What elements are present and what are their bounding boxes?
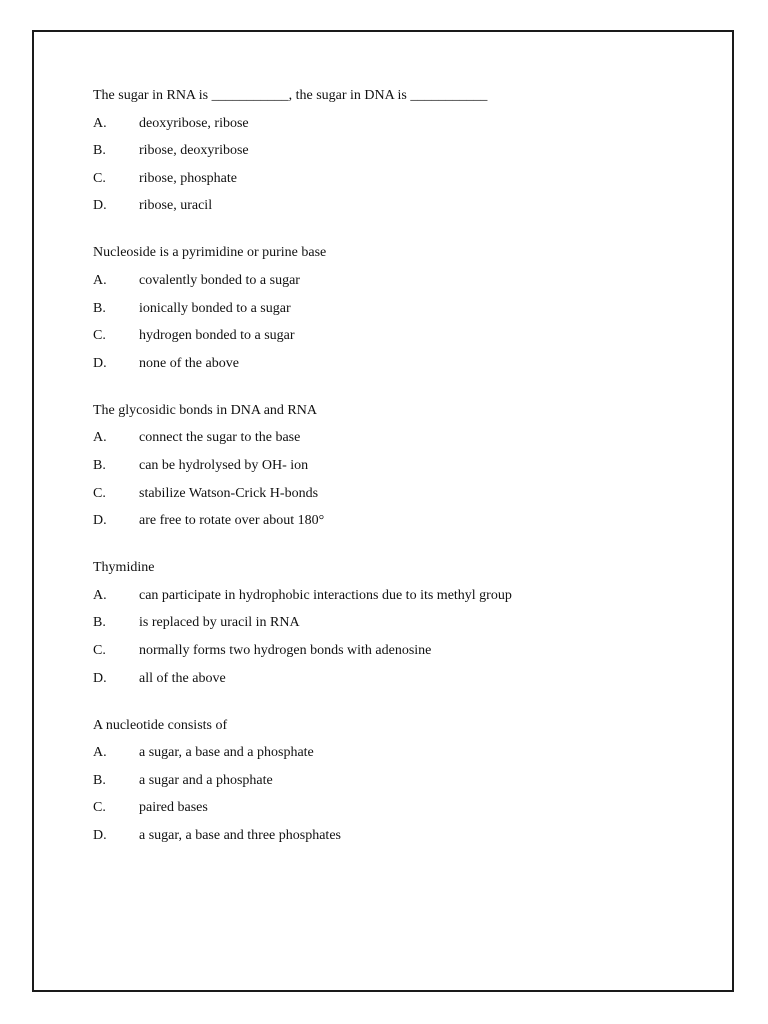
option-d <box>93 354 713 374</box>
option-b <box>93 299 713 319</box>
option-letter: B. <box>93 615 106 631</box>
option-b <box>93 141 713 161</box>
option-text: all of the above <box>139 670 226 686</box>
option-c <box>93 798 713 818</box>
option-letter: B. <box>93 143 106 159</box>
option-d <box>93 826 713 846</box>
option-text: a sugar and a phosphate <box>139 772 273 788</box>
question-1 <box>93 86 713 216</box>
question-2 <box>93 243 713 373</box>
question-stem: The glycosidic bonds in DNA and RNA <box>93 402 317 418</box>
option-letter: A. <box>93 272 107 288</box>
option-text: are free to rotate over about 180° <box>139 513 325 529</box>
option-text: can be hydrolysed by OH- ion <box>139 457 309 473</box>
option-a <box>93 586 713 606</box>
option-c <box>93 326 713 346</box>
option-text: none of the above <box>139 355 239 371</box>
option-letter: A. <box>93 587 107 603</box>
option-text: ribose, uracil <box>139 198 213 214</box>
option-text: covalently bonded to a sugar <box>139 272 300 288</box>
option-text: is replaced by uracil in RNA <box>139 615 300 631</box>
option-text: deoxyribose, ribose <box>139 115 249 131</box>
option-text: a sugar, a base and a phosphate <box>139 745 314 761</box>
option-letter: D. <box>93 827 107 843</box>
option-letter: C. <box>93 800 106 816</box>
option-d <box>93 196 713 216</box>
question-stem: Thymidine <box>93 560 155 576</box>
option-text: ribose, phosphate <box>139 170 237 186</box>
question-stem: The sugar in RNA is ___________, the sugar in DNA is ___________ <box>93 88 488 103</box>
option-text: ionically bonded to a sugar <box>139 300 291 316</box>
option-letter: C. <box>93 328 106 344</box>
option-letter: B. <box>93 772 106 788</box>
option-a <box>93 428 713 448</box>
option-a <box>93 271 713 291</box>
option-a <box>93 114 713 134</box>
option-c <box>93 169 713 189</box>
option-letter: A. <box>93 745 107 761</box>
option-text: ribose, deoxyribose <box>139 143 249 159</box>
option-letter: A. <box>93 115 107 131</box>
question-stem: Nucleoside is a pyrimidine or purine base <box>93 245 327 261</box>
option-letter: C. <box>93 642 106 658</box>
option-text: normally forms two hydrogen bonds with adenosine <box>139 642 432 658</box>
option-letter: C. <box>93 170 106 186</box>
option-a <box>93 743 713 763</box>
option-letter: A. <box>93 430 107 446</box>
option-letter: D. <box>93 198 107 214</box>
option-text: hydrogen bonded to a sugar <box>139 328 295 344</box>
question-stem: A nucleotide consists of <box>93 717 228 733</box>
option-letter: D. <box>93 670 107 686</box>
option-b <box>93 613 713 633</box>
option-d <box>93 511 713 531</box>
option-letter: B. <box>93 457 106 473</box>
option-letter: D. <box>93 355 107 371</box>
option-text: connect the sugar to the base <box>139 430 301 446</box>
question-4 <box>93 558 713 688</box>
question-5 <box>93 716 713 846</box>
option-text: can participate in hydrophobic interactions due to its methyl group <box>139 587 512 603</box>
option-text: paired bases <box>139 800 208 816</box>
option-text: stabilize Watson-Crick H-bonds <box>139 485 319 501</box>
option-c <box>93 484 713 504</box>
option-letter: D. <box>93 513 107 529</box>
option-c <box>93 641 713 661</box>
option-text: a sugar, a base and three phosphates <box>139 827 341 843</box>
option-b <box>93 456 713 476</box>
option-b <box>93 771 713 791</box>
option-letter: C. <box>93 485 106 501</box>
quiz-document <box>93 86 713 873</box>
question-3 <box>93 401 713 531</box>
option-letter: B. <box>93 300 106 316</box>
option-d <box>93 669 713 689</box>
